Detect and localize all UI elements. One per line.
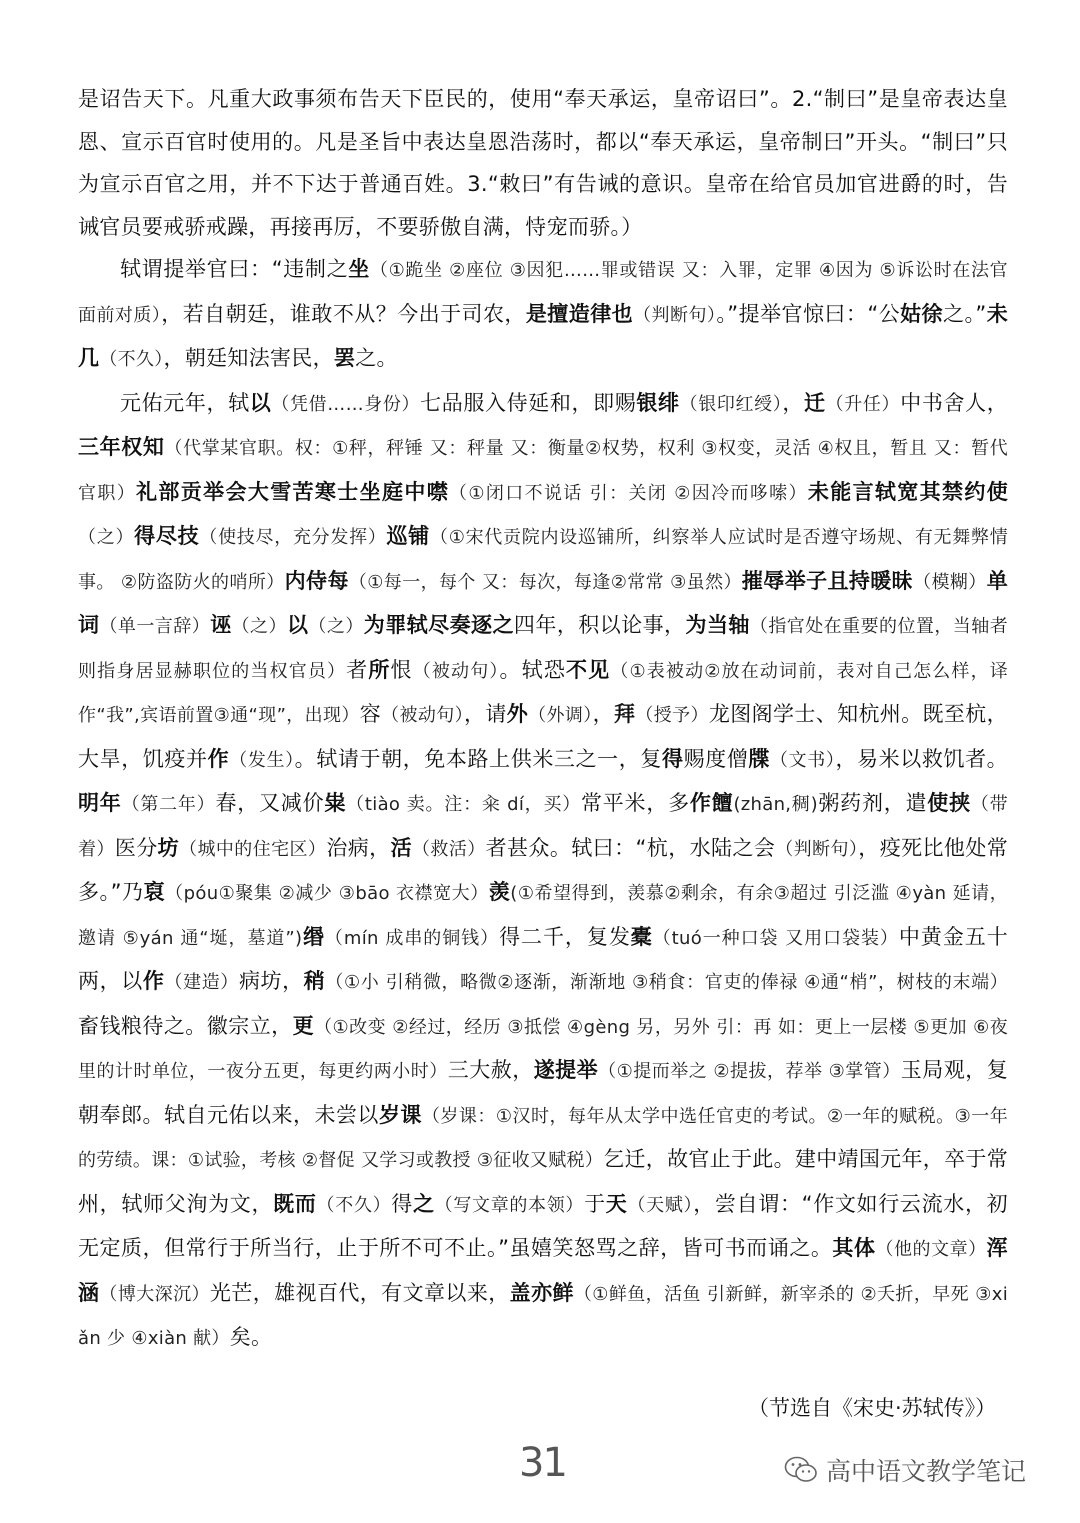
bold-term: 三年权知 <box>78 435 165 459</box>
bold-term: 盖亦鲜 <box>509 1280 574 1305</box>
bold-term: 作 <box>142 969 165 993</box>
bold-term: 更 <box>292 1013 315 1038</box>
bold-term: 裒 <box>143 880 166 904</box>
bold-term: 坐 <box>348 257 370 281</box>
annotation: （城中的住宅区） <box>179 838 327 860</box>
text-run: 玉局观，复朝奉郎。轼自元佑以来，未尝以 <box>78 1058 1009 1127</box>
text-run: 。轼恐 <box>499 657 566 682</box>
annotation: （①闭口不说话 引：关闭 ②因冷而哆嗦） <box>449 482 808 504</box>
text-run: 赐度僧 <box>683 746 749 771</box>
annotation: （天赋） <box>627 1194 694 1216</box>
bold-term: 得尽技 <box>134 524 200 548</box>
bold-term: 巡铺 <box>386 524 430 548</box>
annotation: （使技尽，充分发挥） <box>199 527 387 548</box>
bold-term: 为当轴 <box>685 613 750 637</box>
bold-term: 粜 <box>324 791 347 815</box>
text-run: 恨 <box>390 657 413 682</box>
annotation: （模糊） <box>913 571 987 593</box>
bold-term: 缗 <box>302 924 325 949</box>
bold-term: 姑徐 <box>900 301 943 326</box>
annotation: （①每一，每个 又：每次，每逢②常常 ③虽然） <box>348 571 742 593</box>
text-run: 七品服入侍延和，即赐 <box>420 390 637 415</box>
text-run: ，若自朝廷，谁敢不从？今出于司农， <box>161 301 526 326</box>
text-run: 得二千，复发 <box>499 924 631 949</box>
bold-term: 饘 <box>711 791 734 815</box>
text-run: 轼谓提举官曰：“违制之 <box>120 257 349 281</box>
bold-term: 拜 <box>613 702 636 726</box>
annotation: （判断句） <box>633 304 717 326</box>
text-run: 矣。 <box>229 1325 273 1349</box>
annotation: （凭借……身份） <box>271 393 421 415</box>
watermark <box>784 1452 1026 1488</box>
bold-term: 内侍每 <box>284 568 349 593</box>
annotation: （外调） <box>528 705 593 726</box>
text-run: 三大赦， <box>447 1058 534 1082</box>
text-run: 中书舍人， <box>900 390 1008 415</box>
bold-term: 迁 <box>804 390 826 415</box>
annotation: （póu①聚集 ②减少 ③bāo 衣襟宽大） <box>165 883 489 904</box>
text-run: 春，又减价 <box>215 791 325 815</box>
page-number: 31 <box>519 1440 566 1486</box>
annotation: （①表被动②放在动词前，表对自己怎么样，译作“我”,宾语前置③通“现”，出现） <box>78 660 1009 726</box>
bold-term: 使挟 <box>927 791 971 815</box>
bold-term: 得 <box>661 746 684 771</box>
bold-term: 不见 <box>566 657 611 682</box>
bold-term: 所 <box>368 657 391 682</box>
bold-term: 其体 <box>832 1236 876 1260</box>
annotation: （tiào 卖。注：籴 dí，买） <box>346 794 581 815</box>
annotation: （博大深沉） <box>99 1283 210 1305</box>
bold-term: 牒 <box>748 746 771 771</box>
bold-term: 橐 <box>630 924 653 949</box>
bold-term: 罢 <box>333 346 356 370</box>
annotation: （单一言辞） <box>99 616 211 637</box>
annotation: （岁课：①汉时，每年从太学中选任官吏的考试。②一年的赋税。③一年的劳绩。课：①试验，考核 ②督促 又学习或教授 ③征收又赋税） <box>78 1105 1008 1171</box>
bold-term: 活 <box>390 835 412 860</box>
bold-term: 天 <box>605 1191 628 1216</box>
annotation: （之） <box>231 616 287 637</box>
annotation: （①鲜鱼，活鱼 引新鲜，新宰杀的 ②夭折，早死 ③xiǎn 少 ④xiàn 献） <box>78 1283 1008 1349</box>
bold-term: 诬 <box>210 613 232 637</box>
paragraph <box>78 248 1008 382</box>
text-run: 于 <box>584 1191 606 1216</box>
annotation: （①跪坐 ②座位 ③因犯……罪或错误 又：入罪，定罪 ④因为 ⑤诉讼时在法官面前对质） <box>78 260 1008 326</box>
text-run: 是诏告天下。凡重大政事须布告天下臣民的，使用“奉天承运，皇帝诏曰”。2.“制曰”是皇帝表达皇恩、宣示百官时使用的。凡是圣旨中表达皇恩浩荡时，都以“奉天承运，皇帝制曰”开头。“制曰”只为宣示百官之用，并不下达于普通百姓。3.“敕曰”有告诫的意识。皇帝在给官员加官进爵的时，告诫官员要戒骄戒躁，再接再厉，不要骄傲自满，恃宠而骄。） <box>78 87 1008 239</box>
text-run: ，疫死比他处常多。”乃 <box>78 835 1009 904</box>
text-run: 四年，积以论事， <box>513 613 686 637</box>
wechat-icon <box>784 1455 818 1485</box>
bold-term: 是擅造律也 <box>525 301 634 326</box>
annotation: （①宋代贡院内设巡铺所，纠察举人应试时是否遵守场规、有无舞弊情事。 ②防盗防火的哨所） <box>78 527 1009 593</box>
annotation: （救活） <box>412 838 486 860</box>
bold-term: 岁课 <box>378 1102 422 1127</box>
text-run: ，请 <box>464 702 507 726</box>
bold-term: 明年 <box>78 791 122 815</box>
annotation: （之） <box>78 527 135 548</box>
bold-term: 作 <box>689 791 712 815</box>
text-run: 之。 <box>355 346 398 370</box>
annotation: （银印红绶） <box>679 393 783 415</box>
bold-term: 稍 <box>303 969 326 993</box>
text-run: 龙图阁学士、知杭州。既至杭，大旱，饥疫并 <box>78 702 1008 771</box>
annotation: （文书） <box>770 749 836 771</box>
annotation: （写文章的本领） <box>434 1194 585 1216</box>
text-run: ，易米以救饥者。 <box>835 746 1008 771</box>
annotation: （升任） <box>825 393 901 415</box>
watermark-text: 高中语文教学笔记 <box>826 1457 1027 1486</box>
bold-term: 浑涵 <box>78 1236 1008 1305</box>
text-run: 光芒，雄视百代，有文章以来， <box>209 1280 510 1305</box>
text-run: 治病， <box>326 835 391 860</box>
annotation: （①改变 ②经过，经历 ③抵偿 ④gèng 另，另外 引：再 如：更上一层楼 ⑤更加 ⑥夜里的计时单位，一夜分五更，每更约两小时） <box>78 1016 1008 1082</box>
document-body <box>78 78 1008 1361</box>
text-run: 畜钱粮待之。徽宗立， <box>78 1013 293 1038</box>
bold-term: 为罪轼尽奏逐之 <box>363 613 514 637</box>
bold-term: 未几 <box>78 301 1009 370</box>
bold-term: 银绯 <box>636 390 680 415</box>
annotation: （他的文章） <box>875 1239 987 1260</box>
annotation: （指官处在重要的位置，当轴者则指身居显赫职位的当权官员） <box>78 616 1008 682</box>
annotation: (zhān,稠) <box>733 794 818 815</box>
paragraph <box>78 382 1008 1361</box>
annotation: （①提而举之 ②提拔，荐举 ③掌管） <box>598 1061 901 1082</box>
annotation: （第二年） <box>121 794 216 815</box>
text-run: 容 <box>359 702 382 726</box>
text-run: 中黄金五十两，以 <box>78 924 1008 993</box>
text-run: ， <box>592 702 614 726</box>
annotation: （被动句） <box>412 660 500 682</box>
annotation: （①小 引稍微，略微②逐渐，渐渐地 ③稍食：官吏的俸禄 ④通“梢”，树枝的末端） <box>325 972 1009 993</box>
annotation: （发生） <box>229 749 295 771</box>
bold-term: 遂提举 <box>533 1058 599 1082</box>
text-run: 元佑元年，轼 <box>120 390 250 415</box>
annotation: （不久） <box>316 1194 392 1216</box>
text-run: ，尝自谓：“作文如行云流水，初无定质，但常行于所当行，止于所不可不止。”虽嬉笑怒骂之辞，皆可书而诵之。 <box>78 1191 1008 1260</box>
annotation: （代掌某官职。权：①秤，秤锤 又：秤量 又：衡量②权势，权利 ③权变，灵活 ④权且，暂且 又：暂代官职） <box>78 438 1009 504</box>
bold-term: 作 <box>207 746 230 771</box>
annotation: （带着） <box>78 794 1008 860</box>
text-run: 乞迁，故官止于此。建中靖国元年，卒于常州，轼师父洵为文， <box>78 1147 1008 1216</box>
text-run: 病坊， <box>238 969 304 993</box>
bold-term: 礼部贡举会大雪苦寒士坐庭中噤 <box>136 479 450 504</box>
bold-term: 既而 <box>273 1191 317 1216</box>
text-run: 医分 <box>114 835 158 860</box>
bold-term: 羡 <box>488 880 511 904</box>
bold-term: 以 <box>249 390 272 415</box>
text-run: 粥药剂，遣 <box>817 791 928 815</box>
text-run: 者 <box>346 657 369 682</box>
annotation: （tuó一种口袋 又用口袋装） <box>652 927 899 949</box>
bold-term: 单词 <box>78 568 1009 637</box>
text-run: 之。” <box>943 301 987 326</box>
text-run: 。轼请于朝，免本路上供米三之一，复 <box>294 746 662 771</box>
bold-term: 之 <box>412 1191 435 1216</box>
source-note: （节选自《宋史·苏轼传》） <box>748 1396 997 1420</box>
bold-term: 未能言轼宽其禁约使 <box>807 479 1008 504</box>
bold-term: 以 <box>286 613 309 637</box>
annotation: （mín 成串的铜钱） <box>324 927 500 949</box>
annotation: （建造） <box>164 972 239 993</box>
annotation: (①希望得到，羡慕②剩余，有余③超过 引泛滥 ④yàn 延请，邀请 ⑤yán 通“埏，墓道”) <box>78 883 1008 949</box>
text-run: 。”提举官惊曰：“公 <box>716 301 901 326</box>
bold-term: 外 <box>506 702 529 726</box>
bold-term: 坊 <box>157 835 180 860</box>
annotation: （被动句） <box>381 705 464 726</box>
annotation: （授予） <box>635 705 709 726</box>
annotation: （不久） <box>99 349 164 370</box>
annotation: （之） <box>308 616 364 637</box>
paragraph <box>78 78 1008 248</box>
annotation: （判断句） <box>775 838 859 860</box>
text-run: ， <box>782 390 805 415</box>
bold-term: 摧辱举子且持暖昧 <box>741 568 914 593</box>
text-run: 常平米，多 <box>581 791 690 815</box>
text-run: 者甚众。轼曰：“杭，水陆之会 <box>485 835 776 860</box>
text-run: 得 <box>391 1191 413 1216</box>
text-run: ，朝廷知法害民， <box>163 346 334 370</box>
